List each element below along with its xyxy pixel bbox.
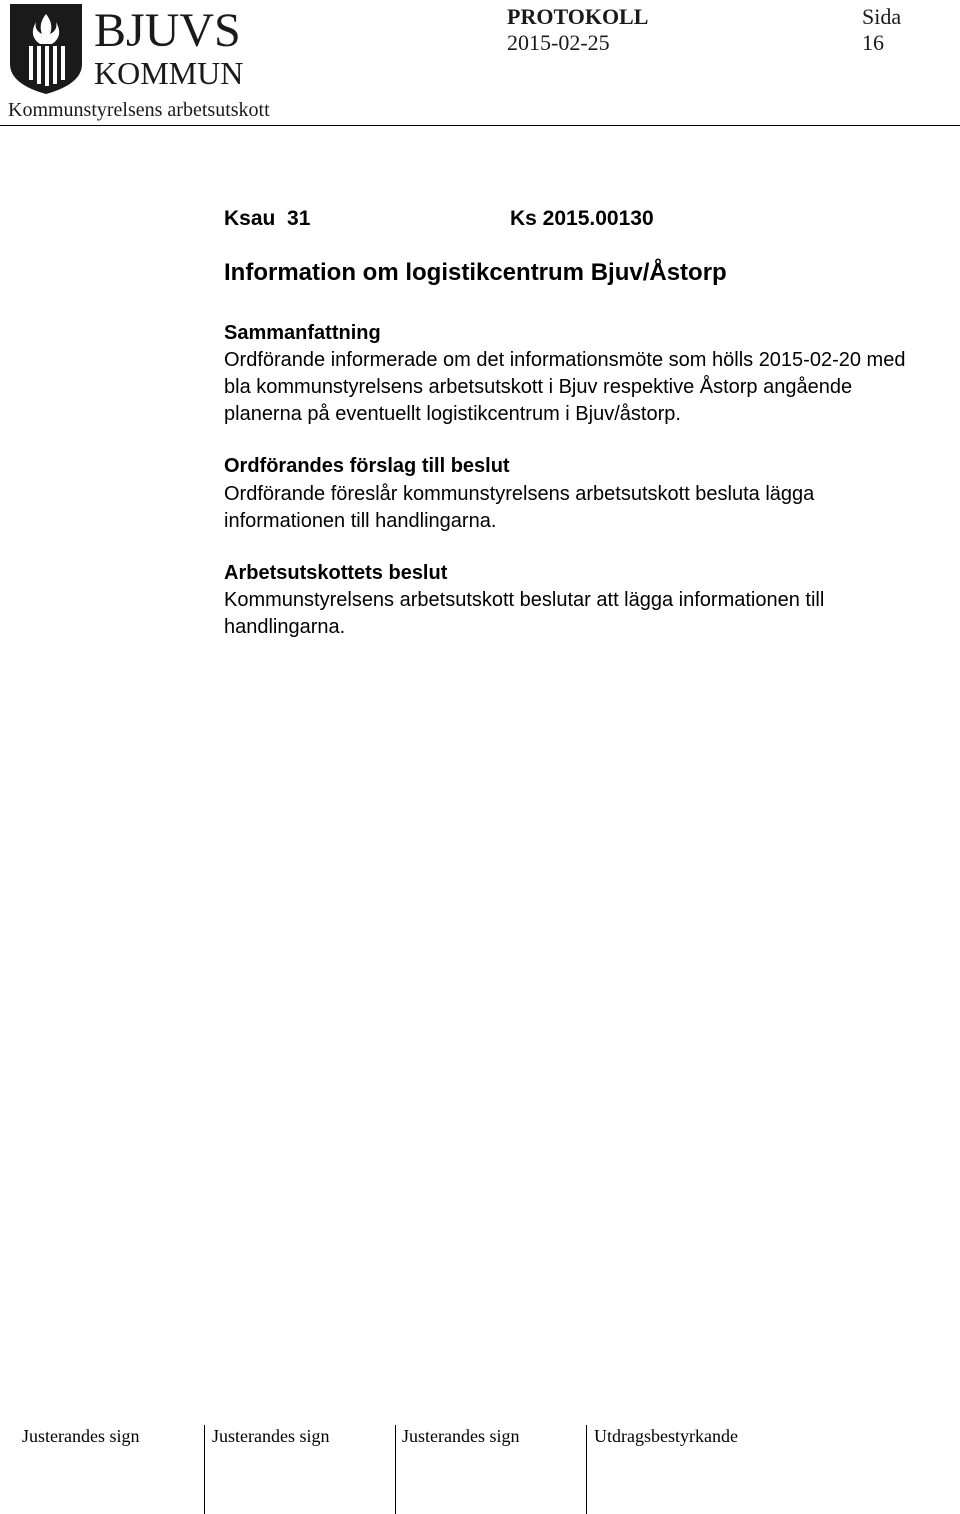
- text-line: bla kommunstyrelsens arbetsutskott i Bjuv respektive Åstorp angående: [224, 376, 853, 398]
- organization-name: Kommunstyrelsens arbetsutskott: [8, 99, 270, 121]
- section-body-summary: [224, 347, 954, 428]
- document-type: PROTOKOLL: [507, 4, 649, 29]
- footer-divider: [586, 1425, 587, 1514]
- text-line: Kommunstyrelsens arbetsutskott beslutar att lägga informationen till: [224, 589, 825, 611]
- section-heading-decision: Arbetsutskottets beslut: [224, 562, 448, 584]
- footer-sign-1: Justerandes sign: [22, 1426, 140, 1446]
- header-divider: [0, 125, 960, 126]
- logo-line2: KOMMUN: [94, 55, 244, 91]
- municipality-logo: [8, 2, 248, 94]
- document-date: 2015-02-25: [507, 30, 610, 55]
- flame-torch-crest-icon: [8, 2, 248, 94]
- section-body-proposal: [224, 481, 954, 535]
- section-heading-proposal: Ordförandes förslag till beslut: [224, 455, 510, 477]
- matter-title: Information om logistikcentrum Bjuv/Åstorp: [224, 259, 727, 286]
- text-line: informationen till handlingarna.: [224, 510, 497, 532]
- text-line: planerna på eventuellt logistikcentrum i Bjuv/åstorp.: [224, 403, 681, 425]
- text-line: Ordförande föreslår kommunstyrelsens arbetsutskott besluta lägga: [224, 483, 815, 505]
- page-label: Sida: [862, 4, 902, 29]
- footer-extract-certification: Utdragsbestyrkande: [594, 1426, 738, 1446]
- logo-line1: BJUVS: [94, 4, 241, 57]
- case-number: Ks 2015.00130: [510, 207, 654, 230]
- footer-sign-3: Justerandes sign: [402, 1426, 520, 1446]
- page-number: 16: [862, 30, 884, 55]
- footer-sign-2: Justerandes sign: [212, 1426, 330, 1446]
- text-line: Ordförande informerade om det informationsmöte som hölls 2015-02-20 med: [224, 349, 906, 371]
- section-heading-summary: Sammanfattning: [224, 322, 381, 344]
- footer-divider: [395, 1425, 396, 1514]
- section-body-decision: [224, 587, 954, 641]
- footer-divider: [204, 1425, 205, 1514]
- paragraph-number: Ksau 31: [224, 207, 311, 230]
- text-line: handlingarna.: [224, 616, 346, 638]
